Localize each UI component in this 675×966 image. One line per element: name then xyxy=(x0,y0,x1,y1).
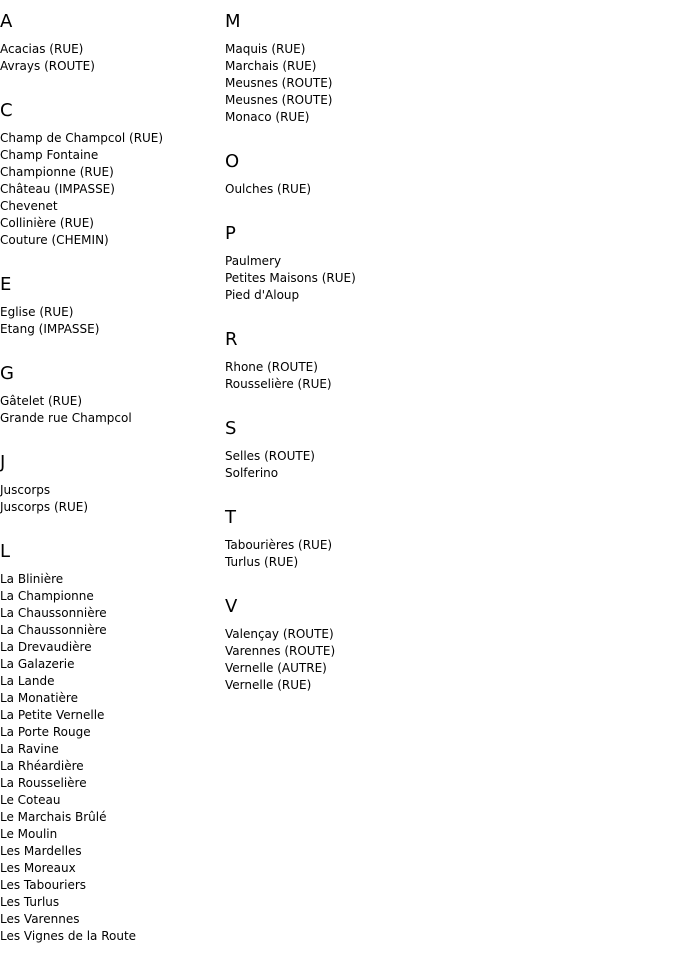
letter-heading: V xyxy=(225,596,238,617)
street-link[interactable]: Maquis (RUE) xyxy=(225,42,306,56)
street-list xyxy=(0,482,224,516)
street-list-item xyxy=(0,826,224,843)
street-link[interactable]: Rousselière (RUE) xyxy=(225,377,332,391)
street-list-item xyxy=(0,164,224,181)
street-list-item xyxy=(0,198,224,215)
street-link[interactable]: Les Moreaux xyxy=(0,861,76,875)
street-list-item xyxy=(0,130,224,147)
street-list-item xyxy=(0,792,224,809)
street-list-item xyxy=(225,92,665,109)
letter-heading: O xyxy=(225,151,240,172)
street-list-item xyxy=(225,359,665,376)
street-list-item xyxy=(0,304,224,321)
street-link[interactable]: La Rhéardière xyxy=(0,759,84,773)
street-link[interactable]: La Lande xyxy=(0,674,55,688)
street-link[interactable]: Juscorps (RUE) xyxy=(0,500,89,514)
street-link[interactable]: Marchais (RUE) xyxy=(225,59,317,73)
street-link[interactable]: Championne (RUE) xyxy=(0,165,114,179)
letter-heading: M xyxy=(225,11,241,32)
street-list xyxy=(225,253,665,304)
street-list-item xyxy=(225,181,665,198)
letter-group-a xyxy=(0,11,224,75)
street-link[interactable]: Pied d'Aloup xyxy=(225,288,300,302)
street-list-item xyxy=(0,639,224,656)
street-list-item xyxy=(0,58,224,75)
letter-group-v xyxy=(225,596,665,694)
street-list-item xyxy=(225,677,665,694)
street-list-item xyxy=(225,643,665,660)
letter-heading: P xyxy=(225,223,236,244)
letter-group-c xyxy=(0,100,224,249)
street-list-item xyxy=(0,181,224,198)
street-list xyxy=(225,448,665,482)
street-link[interactable]: Oulches (RUE) xyxy=(225,182,312,196)
street-link[interactable]: Vernelle (AUTRE) xyxy=(225,661,327,675)
street-link[interactable]: Le Marchais Brûlé xyxy=(0,810,107,824)
street-link[interactable]: Gâtelet (RUE) xyxy=(0,394,83,408)
letter-heading: T xyxy=(225,507,236,528)
street-link[interactable]: Acacias (RUE) xyxy=(0,42,84,56)
street-list-item xyxy=(0,410,224,427)
street-link[interactable]: Les Vignes de la Route xyxy=(0,929,137,943)
street-list-item xyxy=(225,626,665,643)
letter-heading: A xyxy=(0,11,13,32)
street-link[interactable]: Collinière (RUE) xyxy=(0,216,94,230)
street-list-item xyxy=(0,232,224,249)
street-list-item xyxy=(0,571,224,588)
street-list-item xyxy=(0,911,224,928)
letter-heading: R xyxy=(225,329,238,350)
street-link[interactable]: Selles (ROUTE) xyxy=(225,449,315,463)
street-list-item xyxy=(225,270,665,287)
street-list-item xyxy=(0,843,224,860)
street-link[interactable]: Château (IMPASSE) xyxy=(0,182,115,196)
letter-group-o xyxy=(225,151,665,198)
street-list-item xyxy=(225,537,665,554)
street-link[interactable]: Tabourières (RUE) xyxy=(225,538,333,552)
street-link[interactable]: Monaco (RUE) xyxy=(225,110,310,124)
street-list-item xyxy=(0,656,224,673)
street-link[interactable]: Paulmery xyxy=(225,254,282,268)
letter-group-m xyxy=(225,11,665,126)
letter-group-j xyxy=(0,452,224,516)
street-link[interactable]: La Blinière xyxy=(0,572,64,586)
street-list-item xyxy=(0,877,224,894)
street-link[interactable]: Meusnes (ROUTE) xyxy=(225,93,333,107)
street-list-item xyxy=(225,75,665,92)
letter-group-s xyxy=(225,418,665,482)
street-list xyxy=(225,626,665,694)
street-link[interactable]: La Monatière xyxy=(0,691,78,705)
street-list-item xyxy=(0,321,224,338)
letter-heading: J xyxy=(0,452,6,473)
street-link[interactable]: La Drevaudière xyxy=(0,640,92,654)
street-link[interactable]: La Galazerie xyxy=(0,657,75,671)
street-list xyxy=(225,41,665,126)
street-list-item xyxy=(0,215,224,232)
letter-group-g xyxy=(0,363,224,427)
street-list xyxy=(225,537,665,571)
street-list-item xyxy=(0,482,224,499)
street-list xyxy=(0,393,224,427)
letter-heading: E xyxy=(0,274,12,295)
street-link[interactable]: Varennes (ROUTE) xyxy=(225,644,336,658)
street-list-item xyxy=(225,465,665,482)
street-index-column-left xyxy=(0,0,224,945)
street-link[interactable]: Le Coteau xyxy=(0,793,61,807)
street-list-item xyxy=(225,109,665,126)
street-list-item xyxy=(0,724,224,741)
street-list xyxy=(225,359,665,393)
street-list-item xyxy=(225,660,665,677)
street-list xyxy=(0,571,224,945)
letter-heading: G xyxy=(0,363,14,384)
street-list-item xyxy=(0,860,224,877)
street-list-item xyxy=(0,499,224,516)
street-link[interactable]: La Championne xyxy=(0,589,94,603)
street-link[interactable]: Rhone (ROUTE) xyxy=(225,360,318,374)
street-link[interactable]: Chevenet xyxy=(0,199,58,213)
street-link[interactable]: Vernelle (RUE) xyxy=(225,678,312,692)
street-list xyxy=(0,304,224,338)
street-link[interactable]: La Ravine xyxy=(0,742,59,756)
street-list xyxy=(0,130,224,249)
street-list-item xyxy=(225,41,665,58)
street-link[interactable]: La Petite Vernelle xyxy=(0,708,105,722)
letter-group-e xyxy=(0,274,224,338)
street-link[interactable]: Avrays (ROUTE) xyxy=(0,59,95,73)
street-link[interactable]: Couture (CHEMIN) xyxy=(0,233,109,247)
street-link[interactable]: Turlus (RUE) xyxy=(225,555,299,569)
street-link[interactable]: Valençay (ROUTE) xyxy=(225,627,334,641)
street-link[interactable]: Les Turlus xyxy=(0,895,60,909)
street-link[interactable]: Les Mardelles xyxy=(0,844,82,858)
street-list-item xyxy=(0,41,224,58)
street-list-item xyxy=(225,554,665,571)
letter-group-r xyxy=(225,329,665,393)
street-list-item xyxy=(0,393,224,410)
street-list-item xyxy=(0,673,224,690)
letter-group-p xyxy=(225,223,665,304)
street-list-item xyxy=(0,809,224,826)
street-link[interactable]: Champ de Champcol (RUE) xyxy=(0,131,164,145)
street-link[interactable]: La Rousselière xyxy=(0,776,87,790)
street-index-column-right xyxy=(225,0,665,694)
street-link[interactable]: La Chaussonnière xyxy=(0,606,107,620)
letter-heading: L xyxy=(0,541,11,562)
street-list-item xyxy=(225,376,665,393)
street-link[interactable]: Grande rue Champcol xyxy=(0,411,132,425)
street-link[interactable]: Champ Fontaine xyxy=(0,148,99,162)
street-link[interactable]: Juscorps xyxy=(0,483,51,497)
street-list xyxy=(225,181,665,198)
letter-heading: S xyxy=(225,418,237,439)
street-link[interactable]: La Chaussonnière xyxy=(0,623,107,637)
street-list-item xyxy=(225,58,665,75)
street-link[interactable]: La Porte Rouge xyxy=(0,725,91,739)
street-link[interactable]: Petites Maisons (RUE) xyxy=(225,271,356,285)
street-list-item xyxy=(0,605,224,622)
street-link[interactable]: Le Moulin xyxy=(0,827,58,841)
letter-group-t xyxy=(225,507,665,571)
street-list-item xyxy=(225,287,665,304)
letter-group-l xyxy=(0,541,224,945)
street-link[interactable]: Eglise (RUE) xyxy=(0,305,74,319)
street-list-item xyxy=(225,448,665,465)
letter-heading: C xyxy=(0,100,13,121)
street-link[interactable]: Solferino xyxy=(225,466,279,480)
street-list-item xyxy=(0,741,224,758)
street-list-item xyxy=(0,894,224,911)
street-link[interactable]: Les Varennes xyxy=(0,912,80,926)
street-list-item xyxy=(0,928,224,945)
street-list-item xyxy=(0,622,224,639)
street-list-item xyxy=(0,775,224,792)
street-list-item xyxy=(0,707,224,724)
street-link[interactable]: Etang (IMPASSE) xyxy=(0,322,100,336)
street-list-item xyxy=(225,253,665,270)
street-list-item xyxy=(0,758,224,775)
street-list-item xyxy=(0,588,224,605)
street-list xyxy=(0,41,224,75)
street-list-item xyxy=(0,147,224,164)
street-list-item xyxy=(0,690,224,707)
street-link[interactable]: Meusnes (ROUTE) xyxy=(225,76,333,90)
street-link[interactable]: Les Tabouriers xyxy=(0,878,87,892)
